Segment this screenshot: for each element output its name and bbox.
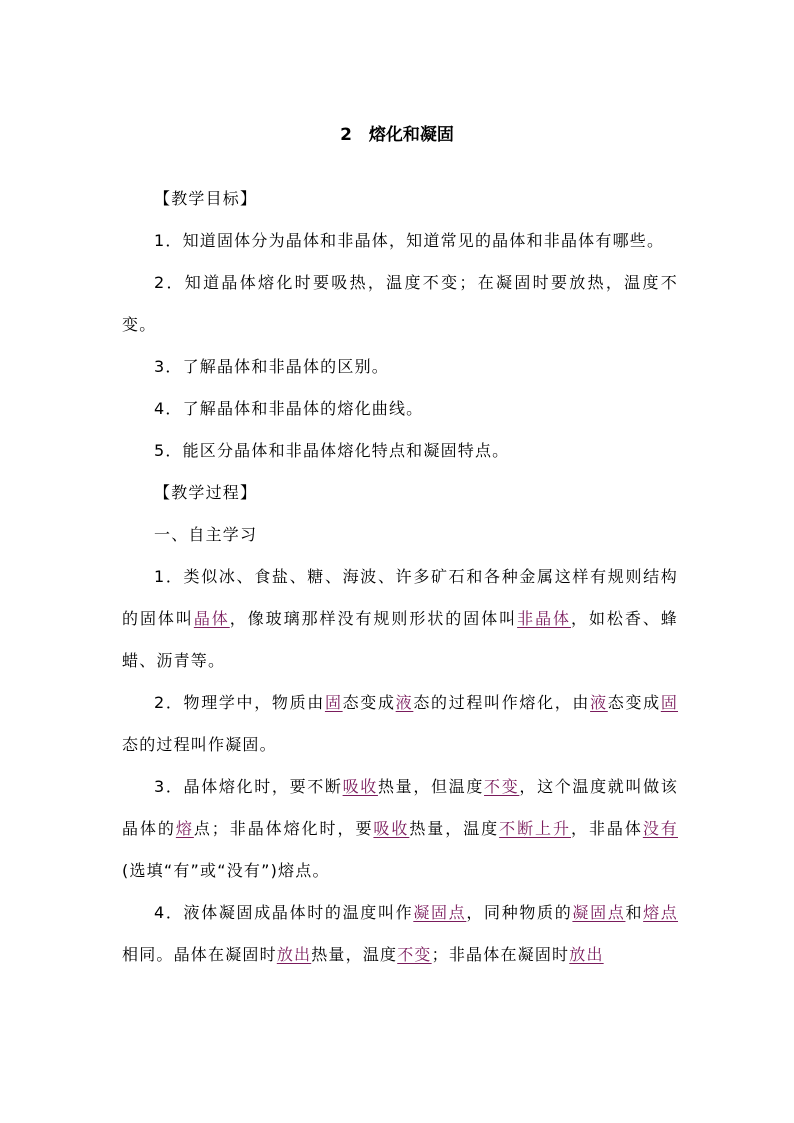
question-text: 和	[625, 903, 644, 922]
objective-item: 1．知道固体分为晶体和非晶体，知道常见的晶体和非晶体有哪些。	[154, 231, 665, 250]
question-text: 态的过程叫作熔化，由	[413, 693, 591, 712]
question-text: 态变成	[607, 693, 661, 712]
question-text: 热量，温度	[311, 945, 398, 964]
answer-blank: 没有	[642, 819, 678, 838]
question-3	[122, 766, 678, 892]
objective-item: 5．能区分晶体和非晶体熔化特点和凝固特点。	[154, 441, 510, 460]
answer-blank: 放出	[276, 945, 312, 964]
answer-blank: 凝固点	[413, 903, 467, 922]
answer-blank: 熔	[175, 819, 194, 838]
question-text: ，如松香、蜂蜡、沥青等。	[122, 609, 678, 670]
answer-blank: 放出	[569, 945, 604, 964]
question-text: 态的过程叫作凝固。	[122, 735, 277, 754]
question-text: 4．液体凝固成晶体时的温度叫作	[154, 903, 414, 922]
question-text: 热量，但温度	[377, 777, 485, 796]
document-body	[122, 178, 678, 976]
answer-blank: 吸收	[373, 819, 410, 838]
question-text: ，像玻璃那样没有规则形状的固体叫	[229, 609, 518, 628]
question-text: ，非晶体	[570, 819, 643, 838]
document-title: 2 熔化和凝固	[340, 125, 454, 145]
answer-blank: 吸收	[342, 777, 378, 796]
answer-blank: 不变	[484, 777, 520, 796]
answer-blank: 非晶体	[517, 609, 571, 628]
objective-item: 3．了解晶体和非晶体的区别。	[154, 357, 389, 376]
answer-blank: 不变	[397, 945, 432, 964]
section-heading: 一、自主学习	[154, 525, 258, 544]
answer-blank: 固	[660, 693, 679, 712]
objective-item: 4．了解晶体和非晶体的熔化曲线。	[154, 399, 424, 418]
question-text: ，这个温度就叫做该晶体的	[122, 777, 678, 838]
answer-blank: 液	[590, 693, 608, 712]
question-1	[122, 556, 678, 682]
question-text: ；非晶体在凝固时	[431, 945, 570, 964]
answer-blank: 凝固点	[572, 903, 626, 922]
answer-blank: 液	[395, 693, 414, 712]
objective-item: 2．知道晶体熔化时要吸热，温度不变；在凝固时要放热，温度不变。	[122, 273, 678, 334]
process-heading: 【教学过程】	[154, 483, 258, 502]
objectives-heading: 【教学目标】	[154, 189, 258, 208]
question-text: ，同种物质的	[466, 903, 573, 922]
question-text: 点；非晶体熔化时，要	[193, 819, 374, 838]
question-text: 3．晶体熔化时，要不断	[154, 777, 343, 796]
answer-blank: 熔点	[643, 903, 679, 922]
answer-blank: 不断上升	[499, 819, 571, 838]
answer-blank: 晶体	[193, 609, 230, 628]
answer-blank: 固	[324, 693, 343, 712]
question-2	[122, 682, 678, 766]
question-text: 2．物理学中，物质由	[154, 693, 325, 712]
question-text: 热量，温度	[409, 819, 500, 838]
question-text: 1．类似冰、食盐、糖、海波、许多矿石和各种金属这样有规则结构的固体叫	[122, 567, 678, 628]
question-4	[122, 892, 678, 976]
question-text: 相同。晶体在凝固时	[122, 945, 277, 964]
question-text: (选填“有”或“没有”)熔点。	[122, 861, 330, 880]
question-text: 态变成	[342, 693, 396, 712]
